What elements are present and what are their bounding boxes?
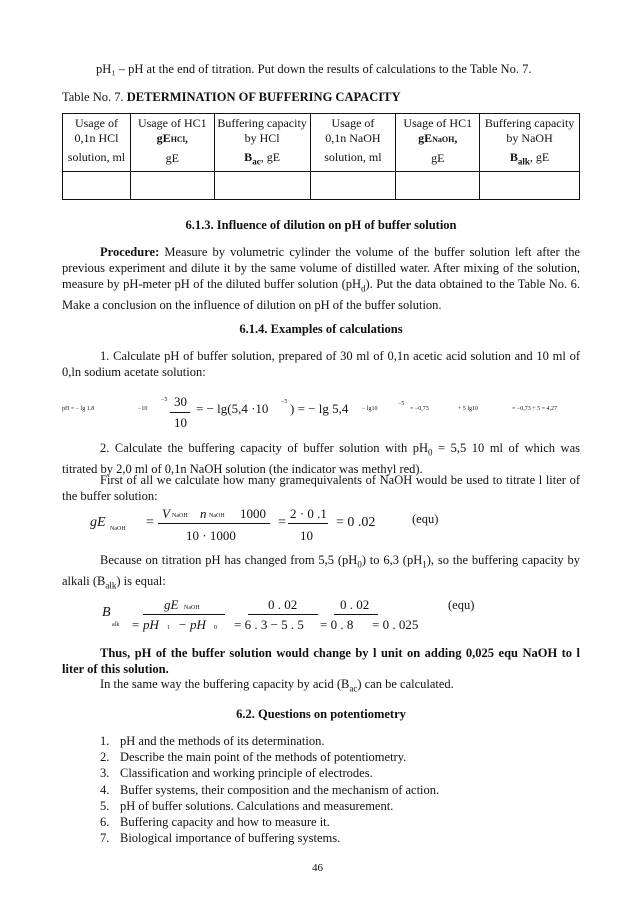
table-cell (130, 172, 214, 200)
section-614-title: 6.1.4. Examples of calculations (239, 322, 403, 336)
table-cell (480, 172, 580, 200)
table-caption-title: DETERMINATION OF BUFFERING CAPACITY (126, 90, 401, 104)
example-2-ph-change-text: Because on titration pH has changed from 5,5 $(pH_0)$ to 6,3 $(pH_1)$, so the buffering capacity by alkali $(B_{alk})$ is equal: (62, 553, 580, 590)
header-buffer-capacity-naoh: Buffering capacity by NaOH $B_{alk}$, gE (480, 114, 580, 172)
example-2-gramequivalents-text: First of all we calculate how many gramequivalents of NaOH would be used to titrate l liter of the buffer solution: (62, 473, 580, 503)
example-2-text: 2. Calculate the buffering capacity of buffer solution with $pH_0 = 5,5$ 10 ml of which was titrated by 2,0 ml of 0,1n NaOH solution (the indicator was methyl red). (62, 441, 580, 476)
questions-list (100, 733, 439, 846)
list-item: 4. Buffer systems, their composition and the mechanism of action. (100, 782, 440, 797)
table-caption-prefix: Table No. 7. (62, 90, 127, 104)
table-empty-row (63, 172, 580, 200)
intro-line: pH₁ – pH at the end of titration. Put down the results of calculations to the Table No. 7. (96, 62, 532, 76)
header-naoh-usage: Usage of 0,1n NaOH solution, ml (310, 114, 396, 172)
header-buffer-capacity-hcl: Buffering capacity by HCl $B_{ac}$, gE (214, 114, 310, 172)
header-naoh-ge: Usage of HC1 gENaOH, gE (396, 114, 480, 172)
table-cell (214, 172, 310, 200)
list-item: 2. Describe the main point of the methods of potentiometry. (100, 750, 407, 765)
page-number: 46 (312, 862, 323, 874)
table-caption (62, 90, 400, 105)
section-62-title: 6.2. Questions on potentiometry (236, 707, 406, 721)
header-hcl-usage: Usage of 0,1n HCl solution, ml (63, 114, 131, 172)
buffering-capacity-table (62, 113, 580, 200)
example-1-text: 1. Calculate pH of buffer solution, prepared of 30 ml of 0,1n acetic acid solution and 10 ml of 0,ln sodium acetate solution: (62, 349, 580, 379)
table-cell (396, 172, 480, 200)
section-613-paragraph: Procedure: Measure by volumetric cylinder the volume of the buffer solution left after the previous experiment and dilute it by the same volume of distilled water. After mixing of the solution, measure by pH-meter pH of the diluted buffer solution $(pH_d)$. Put the data obtained to the Table No. 6. Make a conclusion on the influence of dilution on pH of the buffer solution. (62, 245, 580, 312)
table-cell (310, 172, 396, 200)
header-hcl-ge: Usage of HC1 gEHCl, gE (130, 114, 214, 172)
list-item: 3. Classification and working principle of electrodes. (100, 766, 373, 781)
table-cell (63, 172, 131, 200)
conclusion-acid: In the same way the buffering capacity by acid $(B_{ac})$ can be calculated. (100, 677, 454, 694)
list-item: 5. pH of buffer solutions. Calculations and measurement. (100, 798, 394, 813)
list-item: 7. Biological importance of buffering systems. (100, 831, 341, 846)
table-header-row (63, 114, 580, 172)
section-613-title: 6.1.3. Influence of dilution on pH of buffer solution (185, 218, 457, 232)
procedure-label: Procedure: (100, 245, 160, 259)
list-item: 6. Buffering capacity and how to measure it. (100, 815, 330, 830)
conclusion-bold: Thus, pH of the buffer solution would change by l unit on adding 0,025 equ NaOH to l liter of this solution. (62, 646, 580, 676)
list-item: 1. pH and the methods of its determination. (100, 734, 325, 748)
